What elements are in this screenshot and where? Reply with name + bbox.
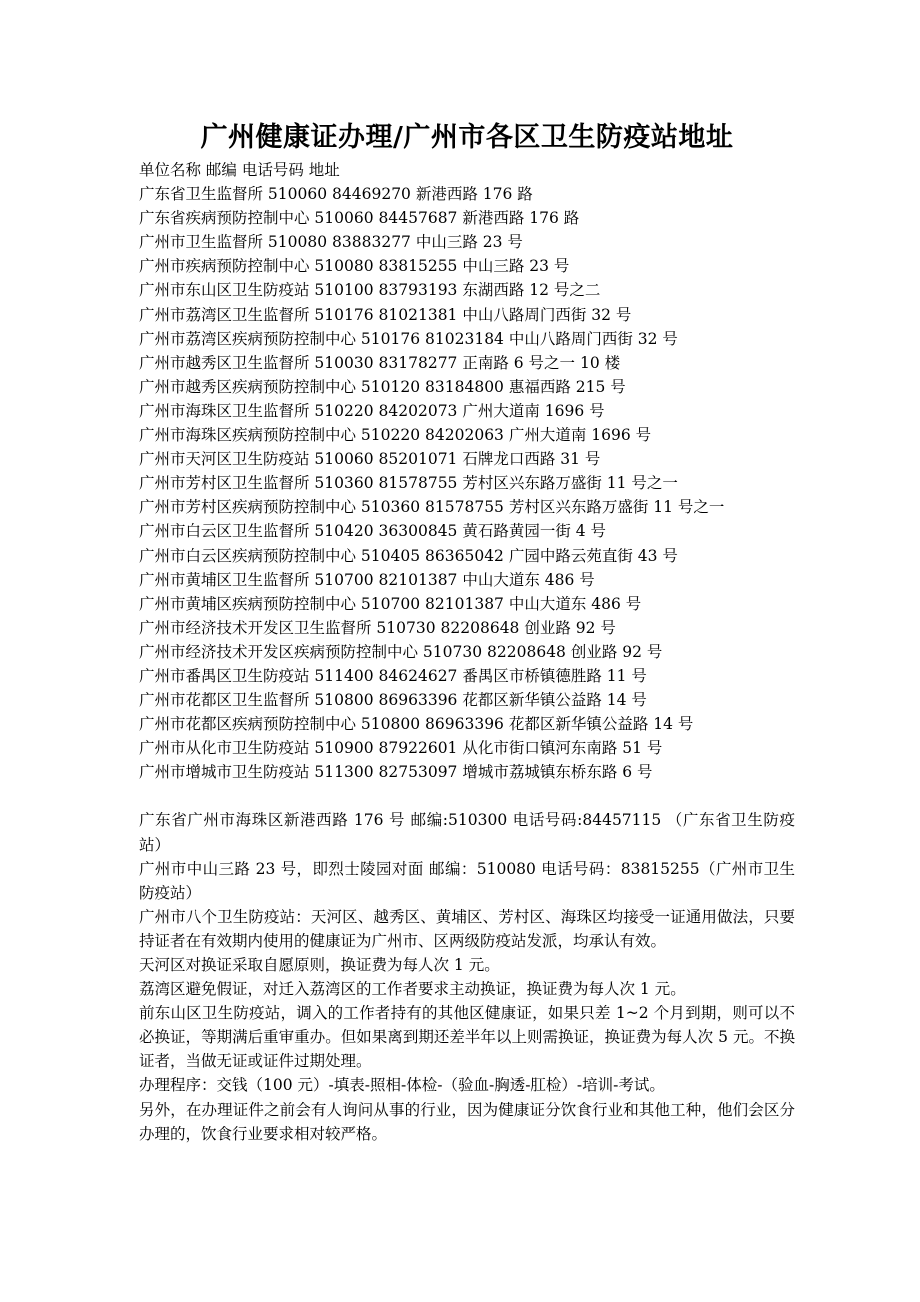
document-title: 广州健康证办理/广州市各区卫生防疫站地址	[200, 122, 734, 153]
station-list	[139, 158, 795, 784]
list-item: 广州市芳村区疾病预防控制中心 510360 81578755 芳村区兴东路万盛街 11 号之一	[139, 498, 725, 517]
list-item: 广州市黄埔区卫生监督所 510700 82101387 中山大道东 486 号	[139, 570, 595, 589]
list-item: 广州市经济技术开发区疾病预防控制中心 510730 82208648 创业路 92 号	[139, 642, 663, 661]
list-item: 广州市卫生监督所 510080 83883277 中山三路 23 号	[139, 233, 523, 252]
list-item: 广东省卫生监督所 510060 84469270 新港西路 176 路	[139, 185, 533, 204]
note-paragraph: 另外，在办理证件之前会有人询问从事的行业，因为健康证分饮食行业和其他工种，他们会区分办理的，饮食行业要求相对较严格。	[139, 1100, 795, 1143]
list-item: 广州市芳村区卫生监督所 510360 81578755 芳村区兴东路万盛街 11 号之一	[139, 474, 678, 493]
list-item: 广东省疾病预防控制中心 510060 84457687 新港西路 176 路	[139, 209, 580, 228]
list-item: 广州市海珠区卫生监督所 510220 84202073 广州大道南 1696 号	[139, 401, 605, 420]
list-item: 广州市海珠区疾病预防控制中心 510220 84202063 广州大道南 1696 号	[139, 426, 652, 445]
list-item: 广州市白云区卫生监督所 510420 36300845 黄石路黄园一街 4 号	[139, 522, 607, 541]
notes-section	[139, 808, 795, 1145]
list-item: 广州市东山区卫生防疫站 510100 83793193 东湖西路 12 号之二	[139, 281, 601, 300]
note-paragraph: 广州市八个卫生防疫站：天河区、越秀区、黄埔区、芳村区、海珠区均接受一证通用做法，只要持证者在有效期内使用的健康证为广州市、区两级防疫站发派，均承认有效。	[139, 907, 795, 950]
note-paragraph: 天河区对换证采取自愿原则，换证费为每人次 1 元。	[139, 956, 500, 974]
list-item: 广州市疾病预防控制中心 510080 83815255 中山三路 23 号	[139, 257, 570, 276]
list-item: 广州市荔湾区疾病预防控制中心 510176 81023184 中山八路周门西街 32 号	[139, 329, 678, 348]
list-item: 广州市花都区疾病预防控制中心 510800 86963396 花都区新华镇公益路 14 号	[139, 715, 694, 734]
list-item: 广州市天河区卫生防疫站 510060 85201071 石牌龙口西路 31 号	[139, 450, 601, 469]
list-item: 广州市黄埔区疾病预防控制中心 510700 82101387 中山大道东 486 号	[139, 594, 642, 613]
list-item: 广州市越秀区卫生监督所 510030 83178277 正南路 6 号之一 10 楼	[139, 353, 621, 372]
list-header-row: 单位名称 邮编 电话号码 地址	[139, 161, 340, 179]
note-paragraph: 广州市中山三路 23 号，即烈士陵园对面 邮编：510080 电话号码：83815255（广州市卫生防疫站）	[139, 859, 795, 902]
list-item: 广州市从化市卫生防疫站 510900 87922601 从化市街口镇河东南路 51 号	[139, 739, 663, 758]
list-item: 广州市荔湾区卫生监督所 510176 81021381 中山八路周门西街 32 号	[139, 305, 632, 324]
list-item: 广州市白云区疾病预防控制中心 510405 86365042 广园中路云苑直街 43 号	[139, 546, 678, 565]
note-paragraph: 前东山区卫生防疫站，调入的工作者持有的其他区健康证，如果只差 1~2 个月到期，则可以不必换证，等期满后重审重办。但如果离到期还差半年以上则需换证，换证费为每人次 5 元。不换证者，当做无证或证件过期处理。	[139, 1004, 795, 1071]
list-item: 广州市增城市卫生防疫站 511300 82753097 增城市荔城镇东桥东路 6 号	[139, 763, 653, 782]
document-page	[139, 0, 795, 1146]
note-paragraph: 荔湾区避免假证，对迁入荔湾区的工作者要求主动换证，换证费为每人次 1 元。	[139, 980, 686, 999]
list-item: 广州市番禺区卫生防疫站 511400 84624627 番禺区市桥镇德胜路 11 号	[139, 666, 647, 685]
list-item: 广州市越秀区疾病预防控制中心 510120 83184800 惠福西路 215 号	[139, 377, 626, 396]
list-item: 广州市经济技术开发区卫生监督所 510730 82208648 创业路 92 号	[139, 618, 616, 637]
list-item: 广州市花都区卫生监督所 510800 86963396 花都区新华镇公益路 14 号	[139, 691, 647, 710]
note-paragraph: 广东省广州市海珠区新港西路 176 号 邮编:510300 电话号码:84457115 （广东省卫生防疫站）	[139, 811, 795, 854]
note-paragraph: 办理程序：交钱（100 元）-填表-照相-体检-（验血-胸透-肛检）-培训-考试。	[139, 1076, 665, 1095]
